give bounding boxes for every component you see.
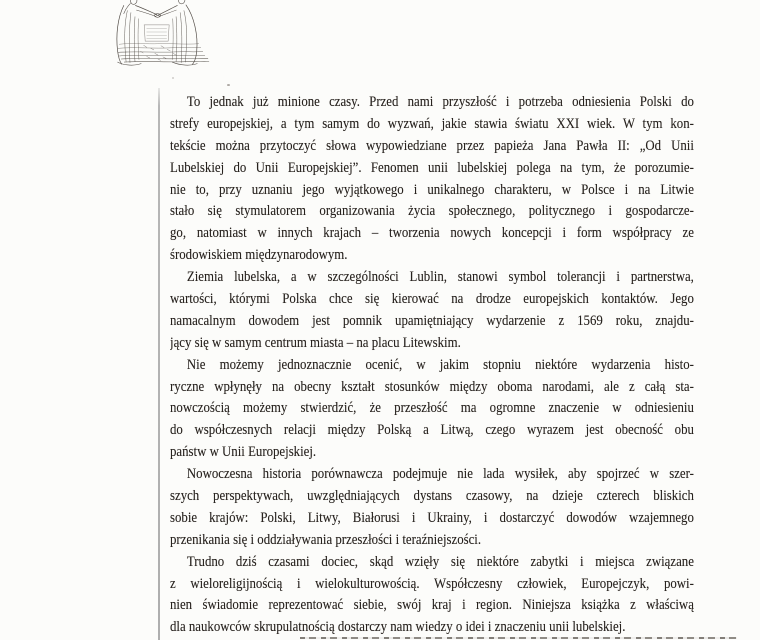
scan-speck [227, 84, 230, 86]
text-line: go, natomiast w innych krajach – tworzenia nowych koncepcji i form współpracy ze [170, 224, 694, 242]
scan-artifact-vertical-line [158, 88, 160, 640]
text-line: nie to, przy uznaniu jego wyjątkowego i unikalnego charakteru, w Polsce i na Litwie [170, 180, 694, 198]
text-line: z wieloreligijnością i wielokulturowością. Współczesny człowiek, Europejczyk, powi- [170, 574, 694, 592]
text-line: Ziemia lubelska, a w szczególności Lublin, stanowi symbol tolerancji i partnerstwa, [186, 268, 694, 286]
text-line: To jednak już minione czasy. Przed nami przyszłość i potrzeba odniesienia Polski do [186, 93, 694, 110]
text-line: Nie możemy jednoznacznie ocenić, w jakim stopniu niektóre wydarzenia histo- [186, 355, 694, 373]
paragraph [170, 354, 694, 463]
body-text [170, 91, 694, 638]
text-line: państw w Unii Europejskiej. [170, 443, 317, 461]
text-line: strefy europejskiej, a tym samym do wyzwań, jakie stawia światu XXI wiek. W tym kon- [170, 114, 694, 132]
text-line: do współczesnych relacji między Polską a Litwą, czego wyrazem jest obecność obu [170, 421, 694, 439]
text-line: środowiskiem międzynarodowym. [170, 246, 348, 264]
paragraph [170, 91, 694, 266]
text-line: Lubelskiej do Unii Europejskiej”. Fenomen unii lubelskiej polega na tym, że porozumie- [170, 158, 694, 176]
scan-artifact-cutoff-next-line [300, 637, 737, 639]
union-handshake-engraving [110, 0, 212, 70]
paragraph [170, 551, 694, 639]
text-line: Nowoczesna historia porównawcza podejmuje nie lada wysiłek, aby spojrzeć w szer- [186, 465, 694, 483]
text-line: jący się w samym centrum miasta – na placu Litewskim. [170, 333, 461, 351]
text-line: nien świadomie reprezentować siebie, swój kraj i region. Niniejsza książka z właściwą [170, 596, 694, 614]
text-line: nowczością możemy stwierdzić, że przeszłość ma ogromne znaczenie w odniesieniu [170, 399, 694, 417]
text-line: ryczne wpłynęły na obecny kształt stosunków między oboma narodami, ale z całą sta- [170, 377, 694, 395]
paragraph [170, 266, 694, 354]
scan-speck [172, 77, 174, 79]
text-line: sobie krajów: Polski, Litwy, Białorusi i Ukrainy, i dostarczyć dowodów wzajemnego [170, 508, 694, 526]
paragraph [170, 463, 694, 551]
text-line: przenikania się i oddziaływania przeszłości i teraźniejszości. [170, 530, 482, 548]
text-line: namacalnym dowodem jest pomnik upamiętniający wydarzenie z 1569 roku, znajdu- [170, 311, 694, 329]
text-line: Trudno dziś czasami dociec, skąd wzięły się niektóre zabytki i miejsca związane [186, 552, 694, 570]
text-line: wartości, którymi Polska chce się kierować na drodze europejskich kontaktów. Jego [170, 290, 694, 308]
text-line: szych perspektywach, uwzględniających dystans czasowy, na dzieje czterech bliskich [170, 487, 694, 505]
text-line: stało się stymulatorem organizowania życia społecznego, politycznego i gospodarcze- [170, 202, 694, 220]
text-line: dla naukowców skrupulatnością dostarczy nam wiedzy o idei i znaczeniu unii lubelskiej. [170, 618, 626, 636]
text-line: tekście można przytoczyć słowa wypowiedziane przez papieża Jana Pawła II: „Od Unii [170, 136, 694, 154]
